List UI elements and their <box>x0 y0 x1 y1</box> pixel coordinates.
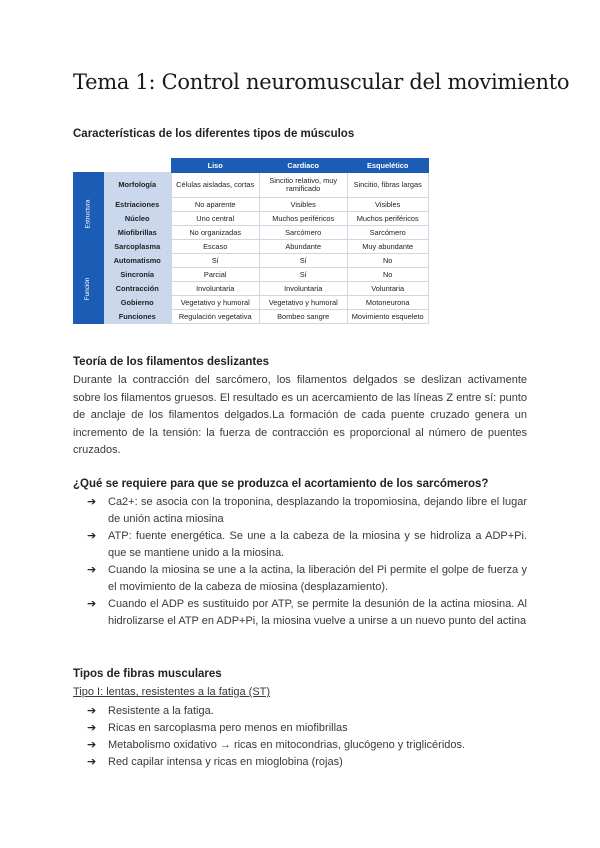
table-cell: Sarcómero <box>259 226 347 240</box>
table-cell: Involuntaria <box>259 282 347 296</box>
table-cell: No organizadas <box>171 226 259 240</box>
table-cell: Bombeo sangre <box>259 310 347 324</box>
section-heading-requirements: ¿Qué se requiere para que se produzca el acortamiento de los sarcómeros? <box>73 478 489 490</box>
row-header: Estriaciones <box>103 198 171 212</box>
row-header: Sarcoplasma <box>103 240 171 254</box>
table-cell: Motoneurona <box>347 296 428 310</box>
table-cell: Escaso <box>171 240 259 254</box>
list-item: ➔ Metabolismo oxidativo → ricas en mitocondrias, glucógeno y triglicéridos. <box>87 737 527 754</box>
row-header: Funciones <box>103 310 171 324</box>
table-cell: No <box>347 268 428 282</box>
row-header: Núcleo <box>103 212 171 226</box>
table-cell: Sí <box>171 254 259 268</box>
list-item: ➔ ATP: fuente energética. Se une a la cabeza de la miosina y se hidroliza a ADP+Pi. que se mantiene unido a la miosina. <box>87 530 527 559</box>
table-cell: Sincitio relativo, muy ramificado <box>259 173 347 198</box>
arrow-icon: ➔ <box>87 756 97 768</box>
table-cell: Abundante <box>259 240 347 254</box>
column-header-cardiaco: Cardiaco <box>259 159 347 173</box>
list-item: ➔ Ca2+: se asocia con la troponina, desplazando la tropomiosina, dejando libre el lugar de unión actina miosina <box>87 496 527 525</box>
row-header: Miofibrillas <box>103 226 171 240</box>
arrow-icon: ➔ <box>87 722 97 734</box>
row-header: Automatismo <box>103 254 171 268</box>
requirements-list <box>87 494 527 630</box>
table-cell: No aparente <box>171 198 259 212</box>
group-label-funcion: Función <box>74 254 104 324</box>
table-cell: Muchos periféricos <box>259 212 347 226</box>
column-header-esqueletico: Esquelético <box>347 159 428 173</box>
table-cell: Movimiento esqueleto <box>347 310 428 324</box>
arrow-icon: ➔ <box>87 705 97 717</box>
fiber-type-1-list <box>87 703 527 771</box>
arrow-icon: ➔ <box>87 564 97 576</box>
group-label-estructura: Estructura <box>74 173 104 254</box>
table-cell: Parcial <box>171 268 259 282</box>
muscle-types-table <box>73 158 429 324</box>
list-item: ➔ Cuando el ADP es sustituido por ATP, se permite la desunión de la actina miosina. Al hidrolizarse el ATP en ADP+Pi, la miosina vuelve a unirse a un nuevo punto del actina <box>87 598 527 627</box>
table-cell: Muchos periféricos <box>347 212 428 226</box>
list-item: ➔ Ricas en sarcoplasma pero menos en miofibrillas <box>87 720 527 737</box>
list-item: ➔ Cuando la miosina se une a la actina, la liberación del Pi permite el golpe de fuerza y el movimiento de la cabeza de miosina (desplazamiento). <box>87 564 527 593</box>
row-header: Sincronía <box>103 268 171 282</box>
table-cell: Uno central <box>171 212 259 226</box>
table-cell: Voluntaria <box>347 282 428 296</box>
table-cell: Sí <box>259 254 347 268</box>
arrow-icon: ➔ <box>87 496 97 508</box>
section-heading-muscle-types: Características de los diferentes tipos de músculos <box>73 128 355 140</box>
list-item: ➔ Red capilar intensa y ricas en mioglobina (rojas) <box>87 754 527 771</box>
arrow-icon: ➔ <box>87 739 97 751</box>
table-cell: Sarcómero <box>347 226 428 240</box>
list-item: ➔ Resistente a la fatiga. <box>87 703 527 720</box>
column-header-liso: Liso <box>171 159 259 173</box>
table-cell: Muy abundante <box>347 240 428 254</box>
arrow-icon: ➔ <box>87 598 97 610</box>
page-title: Tema 1: Control neuromuscular del movimiento <box>73 70 570 94</box>
table-cell: No <box>347 254 428 268</box>
arrow-icon: ➔ <box>87 530 97 542</box>
table-cell: Sí <box>259 268 347 282</box>
sliding-filaments-paragraph: Durante la contracción del sarcómero, los filamentos delgados se deslizan activamente sobre los filamentos gruesos. El resultado es un acercamiento de las líneas Z entre sí: punto de anclaje de los filamentos delgados.La formación de cada puente cruzado genera un incremento de la tensión: la fuerza de contracción es proporcional al número de puentes cruzados. <box>73 374 527 456</box>
fiber-type-1-subheading: Tipo I: lentas, resistentes a la fatiga (ST) <box>73 686 271 698</box>
row-header: Morfología <box>103 173 171 198</box>
table-cell: Visibles <box>347 198 428 212</box>
table-cell: Visibles <box>259 198 347 212</box>
table-cell: Células aisladas, cortas <box>171 173 259 198</box>
section-heading-fiber-types: Tipos de fibras musculares <box>73 668 222 680</box>
row-header: Gobierno <box>103 296 171 310</box>
section-heading-sliding-filaments: Teoría de los filamentos deslizantes <box>73 356 269 368</box>
table-cell: Regulación vegetativa <box>171 310 259 324</box>
row-header: Contracción <box>103 282 171 296</box>
table-cell: Sincitio, fibras largas <box>347 173 428 198</box>
table-cell: Involuntaria <box>171 282 259 296</box>
table-cell: Vegetativo y humoral <box>171 296 259 310</box>
table-cell: Vegetativo y humoral <box>259 296 347 310</box>
